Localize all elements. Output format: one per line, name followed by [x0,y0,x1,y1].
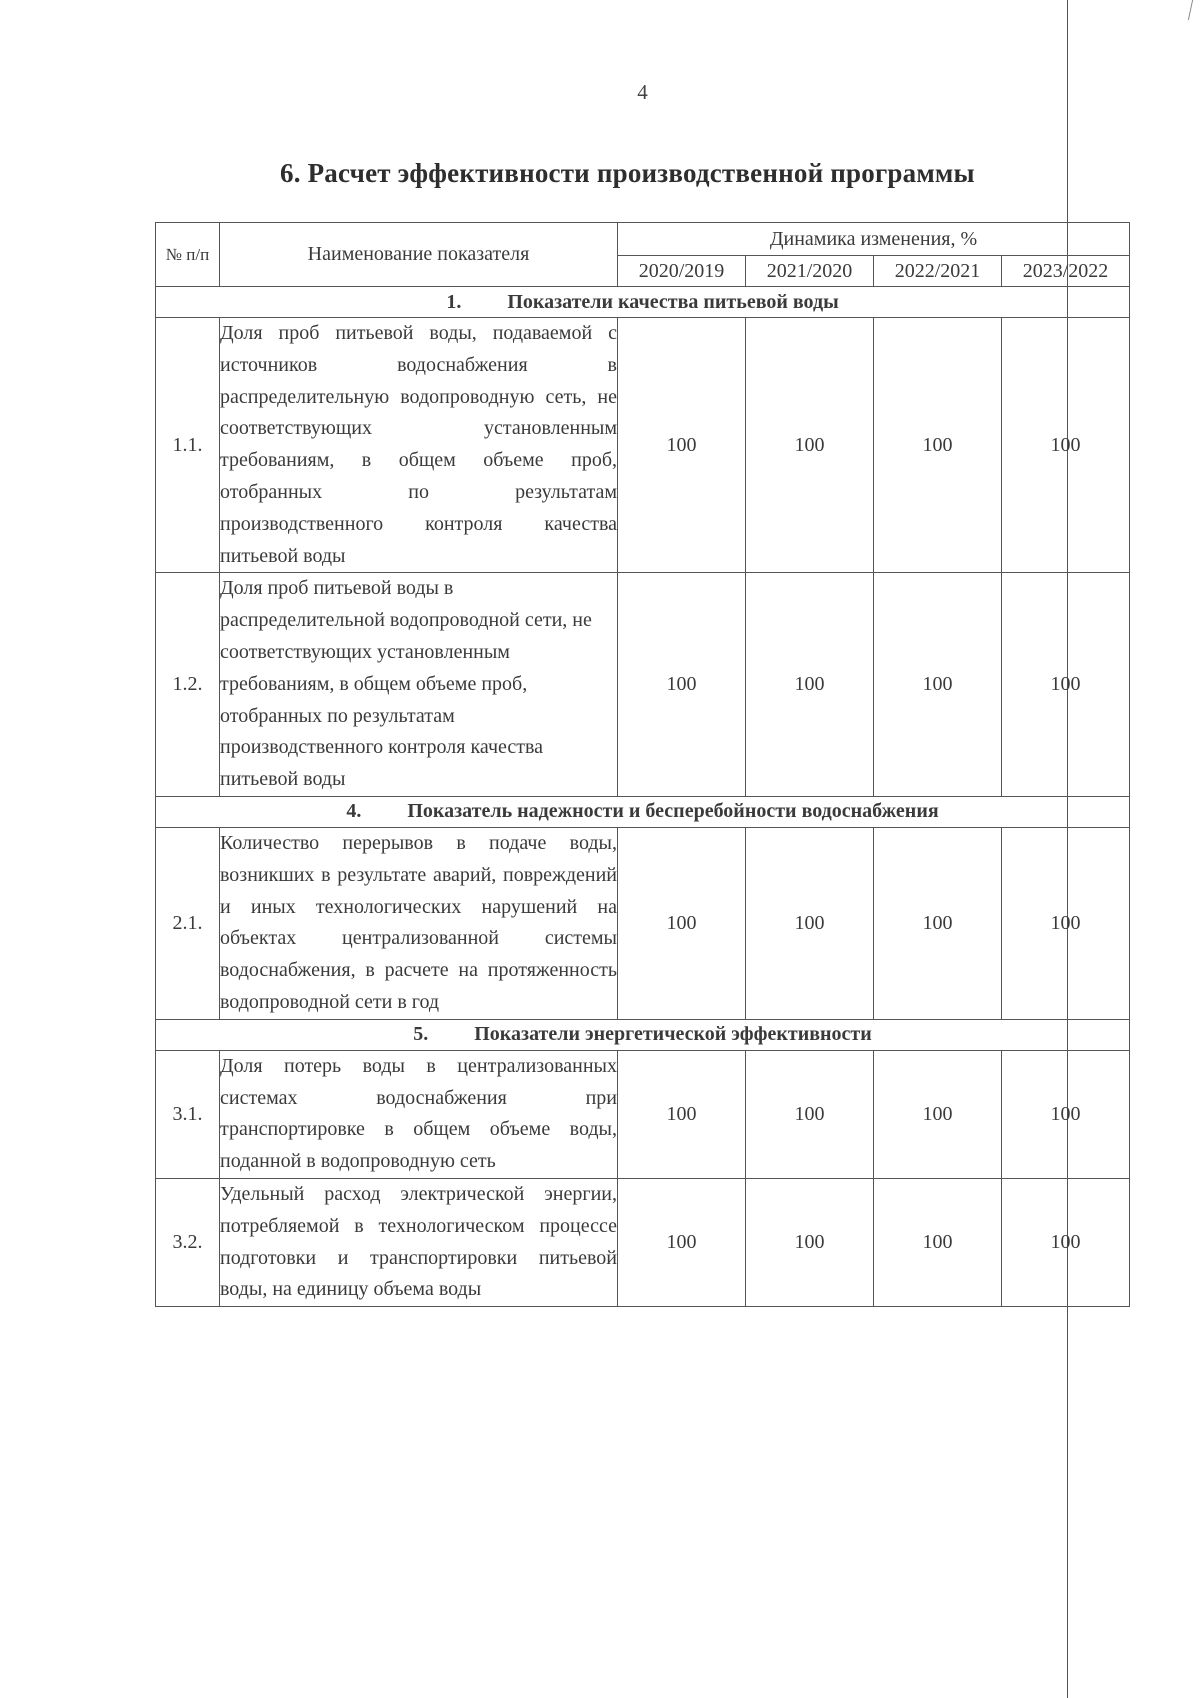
row-value: 100 [618,573,746,797]
row-name-cell [220,318,618,573]
section-row [156,287,1130,318]
row-name-cell [220,1050,618,1178]
row-value: 100 [746,1050,874,1178]
section-title: Показатели качества питьевой воды [507,290,839,313]
row-value: 100 [618,1050,746,1178]
row-name: Доля потерь воды в централизованных системах водоснабжения при транспортировке в общем объеме воды, поданной в водопроводную сеть [220,1054,617,1173]
row-name: Количество перерывов в подаче воды, возникших в результате аварий, повреждений и иных технологических нарушений на объектах централизованной системы водоснабжения, в расчете на протяженность водопроводной сети в год [220,831,617,1013]
row-number: 3.2. [156,1178,220,1306]
row-value: 100 [746,1178,874,1306]
header-year: 2022/2021 [874,256,1002,287]
section-heading [156,796,1130,827]
row-number: 3.1. [156,1050,220,1178]
efficiency-table [155,222,1130,1307]
header-year: 2021/2020 [746,256,874,287]
section-title: Показатели энергетической эффективности [474,1023,872,1046]
section-row [156,796,1130,827]
row-value: 100 [874,827,1002,1019]
header-dynamics: Динамика изменения, % [618,223,1130,256]
section-row [156,1019,1130,1050]
row-value: 100 [1002,1178,1130,1306]
row-value: 100 [874,1050,1002,1178]
row-name: Доля проб питьевой воды в распределительной водопроводной сети, не соответствующих установленным требованиям, в общем объеме проб, отобранных по результатам производственного контроля качества питьевой воды [220,577,592,791]
table-row [156,573,1130,797]
row-value: 100 [874,1178,1002,1306]
section-number: 1. [446,290,462,313]
section-number: 4. [346,800,362,823]
row-value: 100 [1002,827,1130,1019]
row-value: 100 [746,827,874,1019]
row-name: Доля проб питьевой воды, подаваемой с источников водоснабжения в распределительную водопроводную сеть, не соответствующих установленным требованиям, в общем объеме проб, отобранных по результатам производственного контроля качества питьевой воды [220,322,617,567]
section-title: Показатель надежности и бесперебойности водоснабжения [407,800,939,823]
table-row [156,318,1130,573]
row-value: 100 [1002,318,1130,573]
row-name: Удельный расход электрической энергии, потребляемой в технологическом процессе подготовки и транспортировки питьевой воды, на единицу объема воды [220,1182,617,1301]
table-header-row [156,223,1130,256]
header-year: 2020/2019 [618,256,746,287]
row-value: 100 [1002,573,1130,797]
section-heading [156,287,1130,318]
row-value: 100 [874,318,1002,573]
row-number: 1.2. [156,573,220,797]
row-value: 100 [618,827,746,1019]
table-row [156,1178,1130,1306]
row-number: 2.1. [156,827,220,1019]
row-name-cell [220,827,618,1019]
table-row [156,1050,1130,1178]
header-year: 2023/2022 [1002,256,1130,287]
row-name-cell [220,1178,618,1306]
row-name-cell [220,573,618,797]
page-title: 6. Расчет эффективности производственной программы [280,158,975,188]
row-value: 100 [618,1178,746,1306]
header-num: № п/п [156,223,220,287]
row-value: 100 [618,318,746,573]
row-value: 100 [746,573,874,797]
section-heading [156,1019,1130,1050]
row-value: 100 [746,318,874,573]
page-number: 4 [637,80,648,104]
table-row [156,827,1130,1019]
header-name: Наименование показателя [220,223,618,287]
scan-mark [1188,0,1196,20]
row-value: 100 [1002,1050,1130,1178]
row-value: 100 [874,573,1002,797]
section-number: 5. [413,1023,429,1046]
row-number: 1.1. [156,318,220,573]
